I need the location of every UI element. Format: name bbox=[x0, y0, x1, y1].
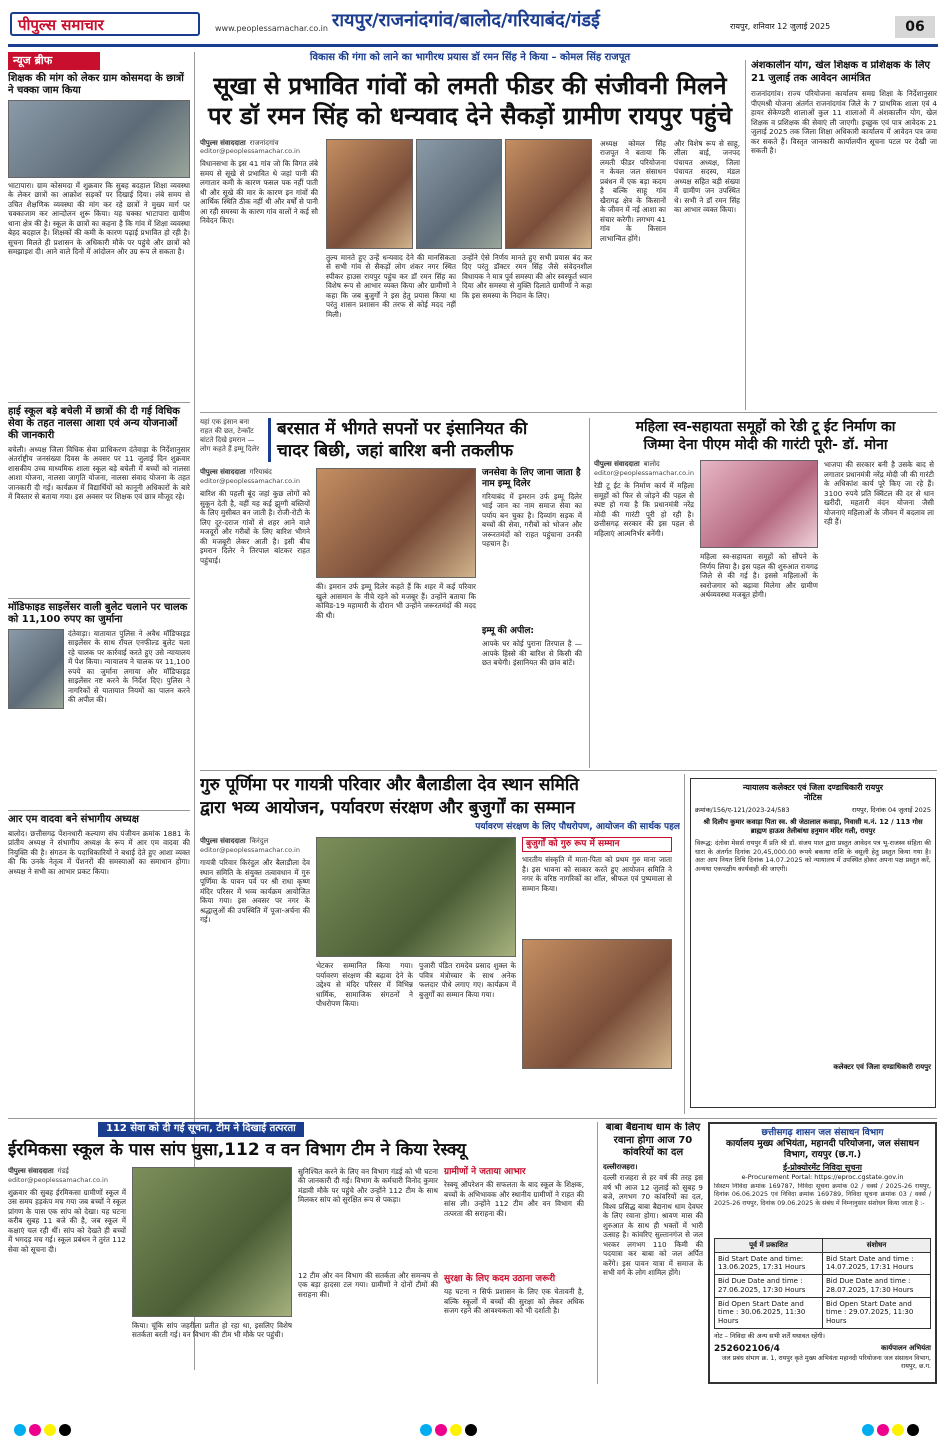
women-byline: पीपुल्स संवाददाता bbox=[594, 460, 640, 469]
snake-aside1-head: ग्रामीणों ने जताया आभार bbox=[444, 1166, 526, 1177]
legal-sub: नोटिस bbox=[803, 793, 823, 802]
page-number: 06 bbox=[895, 16, 935, 38]
tender-col-b: संशोधन bbox=[823, 1238, 931, 1252]
tender-office: कार्यालय मुख्य अभियंता, महानदी परियोजना, जल संसाधन विभाग, रायपुर (छ.ग.) bbox=[726, 1139, 919, 1161]
brief2-text: बचेली। अध्यक्ष जिला विधिक सेवा प्राधिकरण दंतेवाड़ा के निर्देशानुसार अंतर्राष्ट्रीय जनसंख्या दिवस के अवसर पर 11 जुलाई दिन शुक्रवार शासकीय उच्च माध्यमिक शाला स्कूल बड़े बचेली में बच्चों को नालसा आशा योजना, नालसा जागृति योजना, नालसा संवाद योजना के तहत जानकारी दी गई। कार्यक्रम में विद्यार्थियों को कानूनी अधिकारों के बारे में विस्तार से बताया गया। इस अवसर पर शिक्षक एवं छात्र मौजूद रहे। bbox=[8, 444, 190, 502]
guru-col1: गायत्री परिवार किरंदुल और बैलाडीला देव स्थान समिति के संयुक्त तत्वावधान में गुरु पूर्णिमा के पावन पर्व पर श्री राधा कृष्ण मंदिर परिसर में भव्य कार्यक्रम आयोजित किया गया। इस अवसर पर नगर के श्रद्धालुओं की उपस्थिति में पूजा-अर्चना की गई। bbox=[200, 858, 310, 924]
rain-photo bbox=[316, 468, 476, 578]
women-col3: भाजपा की सरकार बनी है उसके बाद से लगातार प्रधानमंत्री नरेंद्र मोदी जी की गारंटी के अधिकांश कार्य पूरे किए जा रहे हैं। 3100 रुपये प्रति क्विंटल की दर से धान खरीदी, महतारी वंदन योजना जैसी योजनाएं महिलाओं के जीवन में बदलाव ला रही हैं। bbox=[824, 460, 934, 527]
snake-story bbox=[8, 1122, 593, 1384]
tender-sign-office: जल प्रबंध संभाग क्र. 1, रायपुर कृते मुख्य अभियंता महानदी परियोजना जल संसाधन विभाग, रायपुर, छ.ग. bbox=[721, 1355, 931, 1370]
site-url[interactable]: www.peoplessamachar.co.in bbox=[215, 24, 328, 33]
lead-headline-2: पर डॉ रमन सिंह को धन्यवाद देने सैकड़ों ग्रामीण रायपुर पहुंचे bbox=[208, 101, 732, 130]
rain-dateline: गरियाबंद bbox=[249, 468, 272, 477]
tender-table bbox=[714, 1238, 931, 1329]
column-rule bbox=[589, 418, 590, 768]
guru-photo-1 bbox=[316, 837, 516, 957]
rain-side-quote: यहां एक इंसान बना राहत की छत, टेन्कॉट बांटते दिखे इमरान — लोग कहते हैं इम्मू दिलेर bbox=[200, 418, 260, 454]
cyan-dot bbox=[862, 1424, 874, 1436]
legal-ref: क्रमांक/156/ए-121/2023-24/583 bbox=[695, 806, 790, 814]
women-dateline: बालोद bbox=[643, 460, 660, 469]
snake-byline: पीपुल्स संवाददाता bbox=[8, 1166, 54, 1175]
masthead-rule bbox=[8, 44, 938, 47]
black-dot bbox=[907, 1424, 919, 1436]
tender-gov: छत्तीसगढ़ शासन जल संसाधन विभाग bbox=[761, 1128, 884, 1138]
guru-headline-2: द्वारा भव्य आयोजन, पर्यावरण संरक्षण और बुजुर्गों का सम्मान bbox=[200, 797, 575, 818]
rain-aside-head: जनसेवा के लिए जाना जाता है नाम इम्मू दिलेर bbox=[482, 468, 581, 489]
guru-col2: भेटकर सम्मानित किया गया। पर्यावरण संरक्षण की बढ़ावा देने के उद्देश्य से मंदिर परिसर में विभिन्न धार्मिक, सामाजिक संगठनों ने पौधरोपण किया। bbox=[316, 961, 413, 1009]
rain-email[interactable]: editor@peoplessamachar.co.in bbox=[200, 476, 300, 485]
rain-headline-2: चादर बिछी, जहां बारिश बनी तकलीफ bbox=[277, 441, 514, 462]
yoga-text: राजनांदगांव। राज्य परियोजना कार्यालय समग्र शिक्षा के निर्देशानुसार पीएमश्री योजना अंतर्गत राजनांदगांव जिले के 7 प्राथमिक शाला एवं 4 हायर सेकेण्डरी शालाओं कुल 11 शालाओं में अंशकालीन योग, खेल शिक्षक व प्रशिक्षक की सेवाएं ली जाएगी। इच्छुक एवं पात्र आवेदक 21 जुलाई 2025 तक जिला शिक्षा अधिकारी कार्यालय में आवेदन पत्र जमा कर सकते हैं। विस्तृत जानकारी कार्यालयीन सूचना पटल पर देखी जा सकती है। bbox=[751, 89, 937, 155]
magenta-dot bbox=[877, 1424, 889, 1436]
legal-party: श्री दिलीप कुमार कवाड़ा पिता स्व. श्री जेठालाल कवाड़ा, निवासी म.नं. 12 / 113 गोस ब्राह्मण हाऊस तेलीबांधा हनुमान मंदिर गली, रायपुर bbox=[703, 818, 923, 835]
region-title: रायपुर/राजनांदगांव/बालोद/गरियाबंद/गंडई bbox=[332, 10, 600, 31]
guru-byline: पीपुल्स संवाददाता bbox=[200, 837, 246, 846]
snake-photo bbox=[132, 1167, 292, 1317]
column-rule bbox=[745, 60, 746, 410]
brief4-headline: आर एम वादवा बने संभागीय अध्यक्ष bbox=[8, 813, 139, 825]
lead-photo-1 bbox=[326, 139, 413, 249]
yellow-dot bbox=[44, 1424, 56, 1436]
legal-date: रायपुर, दिनांक 04 जुलाई 2025 bbox=[851, 806, 931, 814]
legal-body: विरूद्ध: दंतोवा मेसर्स रायपुर मैं प्रति श्री डॉ. संजय पाल द्वारा प्रस्तुत आवेदन पत्र भू-राजस्व संहिता की धारा के अंतर्गत दिनांक 20,45,000.00 रूपये बकाया राशि के वसूली हेतु प्रस्तुत किया गया है। अतः आप नियत तिथि दिनांक 14.07.2025 को न्यायालय में उपस्थित होकर अपना पक्ष प्रस्तुत करें, अन्यथा एकपक्षीय कार्यवाही की जाएगी। bbox=[695, 839, 931, 873]
lead-col2: तुल्य मानते हुए उन्हें धन्यवाद देने की मानसिकता से सभी गांव से सैकड़ों लोग शंकर नगर स्थित स्पीकर हाउस रायपुर पहुंच कर डॉ रमन सिंह का विशेष रूप से आभार व्यक्त किया और ग्रामीणों ने कहा कि जब बुजुर्गों ने इस हेतु प्रयास किया था परंतु शासन प्रशासन की तरफ से कोई मदद नहीं मिली। bbox=[326, 252, 456, 319]
yoga-notice bbox=[751, 60, 937, 410]
yellow-dot bbox=[450, 1424, 462, 1436]
news-brief-label: न्यूज ब्रीफ bbox=[8, 52, 100, 70]
divider bbox=[8, 598, 190, 599]
brief4-text: बालोद। छत्तीसगढ़ पेंशनधारी कल्याण संघ पंजीयन क्रमांक 1881 के प्रांतीय अध्यक्ष ने संभागीय अध्यक्ष के रूप में आर एम वादवा की नियुक्ति की है। संगठन के पदाधिकारियों ने बधाई देते हुए आशा व्यक्त की कि उनके नेतृत्व में पेंशनरों की समस्याओं का समाधान होगा। अध्यक्ष ने सभी का आभार प्रकट किया। bbox=[8, 828, 190, 876]
women-photo bbox=[700, 460, 818, 548]
tender-title: ई-प्रोक्योरमेंट निविदा सूचना bbox=[783, 1162, 862, 1172]
kanwar-text: दल्ली राजहरा से हर वर्ष की तरह इस वर्ष भी आज 12 जुलाई को सुबह 9 बजे, लगभग 70 कांवरियों का दल, विश्व प्रसिद्ध बाबा बैद्यनाथ धाम देवघर के लिए रवाना होगा। श्रावण मास की शुरुआत के साथ ही भक्तों में भारी उत्साह है। कांवरिए सुल्तानगंज से जल भरकर लगभग 110 किमी की पदयात्रा कर बाबा को जल अर्पित करेंगे। इस पावन यात्रा में समाज के सभी वर्ग के लोग शामिल होंगे। bbox=[603, 1173, 703, 1278]
snake-aside1-text: रेस्क्यू ऑपरेशन की सफलता के बाद स्कूल के शिक्षक, बच्चों के अभिभावक और स्थानीय ग्रामीणों ने राहत की सांस ली। उन्होंने 112 टीम और वन विभाग की तत्परता की सराहना की। bbox=[444, 1180, 584, 1218]
women-col2: महिला स्व-सहायता समूहों को सौंपने के निर्णय लिया है। इस पहल की शुरुआत रायगढ़ जिले से की गई है। इससे महिलाओं के स्वरोजगार को बढ़ावा मिलेगा और ग्रामीण अर्थव्यवस्था मजबूत होगी। bbox=[700, 552, 818, 600]
rain-col1: बारिश की पहली बूंद जहां कुछ लोगों को सुकून देती है, वहीं यह कई झुग्गी बस्तियों के लिए मुसीबत बन जाती है। रोजी-रोटी के लिए दूर-दराज गांवों से शहर आने वाले मजदूरों और गरीबों के लिए बारिश भीगने की मजबूरी लेकर आती है। इसी बीच इमरान दिलेर ने तिरपाल बांटकर राहत पहुंचाई। bbox=[200, 489, 310, 565]
tender-notice bbox=[708, 1122, 937, 1384]
lead-col5: और विशेष रूप से साहू, लीला बाई, जनपद पंचायत अध्यक्ष, जिला पंचायत सदस्य, मंडल अध्यक्ष सहित बड़ी संख्या में ग्रामीण जन उपस्थित थे। सभी ने डॉ रमन सिंह का आभार व्यक्त किया। bbox=[674, 138, 740, 214]
tender-cell: Bid Open Start Date and time : 30.06.2025, 11:30 Hours bbox=[715, 1297, 823, 1328]
legal-header: न्यायालय कलेक्टर एवं जिला दण्डाधिकारी रायपुर bbox=[742, 783, 884, 792]
tender-cell: Bid Due Date and time : 28.07.2025, 17:30 Hours bbox=[823, 1275, 931, 1298]
brief3-photo bbox=[8, 629, 64, 709]
lead-kicker: विकास की गंगा को लाने का भागीरथ प्रयास डॉ रमन सिंह ने किया – कोमल सिंह राजपूत bbox=[309, 52, 631, 63]
guru-aside-text: भारतीय संस्कृति में माता-पिता को प्रथम गुरु माना जाता है। इस भावना को साकार करते हुए आयोजन समिति ने नगर के वरिष्ठ नागरिकों का शॉल, श्रीफल एवं पुष्पमाला से सम्मान किया। bbox=[522, 855, 672, 893]
rain-byline: पीपुल्स संवाददाता bbox=[200, 468, 246, 477]
lead-dateline: राजनांदगांव bbox=[249, 138, 279, 147]
women-headline-1: महिला स्व-सहायता समूहों को रेडी टू ईट निर्माण का bbox=[635, 419, 896, 435]
snake-email[interactable]: editor@peoplessamachar.co.in bbox=[8, 1175, 108, 1184]
brief3-text: दंतेवाड़ा। यातायात पुलिस ने अवैध मॉडिफाइड साइलेंसर के साथ रॉयल एनफील्ड बुलेट चला रहे चालक पर कार्रवाई करते हुए उसे न्यायालय में पेश किया। न्यायालय ने चालक पर 11,100 रुपये का जुर्माना लगाया और मॉडिफाइड साइलेंसर नष्ट करने के निर्देश दिए। पुलिस ने नागरिकों से यातायात नियमों का पालन करने की अपील की। bbox=[68, 628, 190, 705]
tender-system-no: सिस्टम निविदा क्रमांक 169787, निविदा सूचना क्रमांक 02 / वर्क्स / 2025-26 रायपुर, दिनांक 06.06.2025 एवं निविदा क्रमांक 169789, निविदा सूचना क्रमांक 03 / वर्क्स / 2025-26 रायपुर, दिनांक 09.06.2025 के संबंध में निम्नानुसार संशोधन किया जाता है :- bbox=[714, 1182, 931, 1207]
lead-headline-1: सूखा से प्रभावित गांवों को लमती फीडर की संजीवनी मिलने bbox=[213, 71, 727, 100]
section-divider bbox=[8, 1118, 937, 1119]
snake-dateline: गंडई bbox=[57, 1166, 69, 1175]
tender-signatory: कार्यपालन अभियंता bbox=[880, 1344, 931, 1353]
snake-headline: ईरमिकसा स्कूल के पास सांप घुसा,112 व वन विभाग टीम ने किया रेस्क्यू bbox=[8, 1139, 467, 1160]
divider bbox=[8, 402, 190, 403]
table-row bbox=[715, 1297, 931, 1328]
black-dot bbox=[59, 1424, 71, 1436]
women-headline-2: जिम्मा देना पीएम मोदी की गारंटी पूरी- डॉ. मोना bbox=[643, 437, 888, 454]
yellow-dot bbox=[892, 1424, 904, 1436]
masthead bbox=[0, 0, 945, 46]
guru-photo-2 bbox=[522, 939, 672, 1069]
guru-subhead: पर्यावरण संरक्षण के लिए पौधरोपण, आयोजन की सार्थक पहल bbox=[475, 821, 680, 832]
black-dot bbox=[465, 1424, 477, 1436]
table-row bbox=[715, 1252, 931, 1275]
lead-story bbox=[200, 52, 740, 422]
snake-aside2-head: सुरक्षा के लिए कदम उठाना जरूरी bbox=[444, 1274, 556, 1284]
guru-col3: पुजारी पंडित रामदेव प्रसाद शुक्ल के पवित्र मंत्रोच्चार के साथ अनेक फलदार पौधे लगाए गए। कार्यक्रम में बुजुर्गों का सम्मान किया गया। bbox=[419, 961, 516, 999]
rain-story bbox=[200, 418, 585, 768]
guru-email[interactable]: editor@peoplessamachar.co.in bbox=[200, 845, 300, 854]
brief1-text: भाटापारा। ग्राम कोसमदा में शुक्रवार कि सुबह बदहाल शिक्षा व्यवस्था के लेकर छात्रों का आक्रोश सड़कों पर दिखाई दिया। लंबे समय से उचित शैक्षणिक व्यवस्था की मांग कर रहे छात्रों ने मुख्य मार्ग पर चक्काजाम कर आन्दोलन शुरू किया। यह चक्का भाटापारा ग्रामीण थाना क्षेत्र की है। स्कूल के छात्रों का कहना है कि गांव में शिक्षा व्यवस्था बेहद बदहाल है। शिक्षकों की कमी के कारण पढ़ाई प्रभावित हो रही है। सूचना मिलते ही प्रशासन के अधिकारी मौके पर पहुंचे और छात्रों को समझाइश दी। आने वाले दिनों में आंदोलन और उग्र रूप ले सकता है। bbox=[8, 180, 190, 257]
lead-email[interactable]: editor@peoplessamachar.co.in bbox=[200, 147, 300, 156]
guru-dateline: किरंदुल bbox=[249, 837, 269, 846]
lead-photo-2 bbox=[416, 139, 503, 249]
brief2-headline: हाई स्कूल बड़े बचेली में छात्रों की दी गई विधिक सेवा के तहत नालसा आशा एवं अन्य योजनाओं की जानकारी bbox=[8, 405, 180, 441]
magenta-dot bbox=[29, 1424, 41, 1436]
yoga-headline: अंशकालीन योग, खेल शिक्षक व प्रशिक्षक के लिए 21 जुलाई तक आवेदन आमंत्रित bbox=[751, 60, 931, 84]
brief1-headline: शिक्षक की मांग को लेकर ग्राम कोसमदा के छात्रों ने चक्का जाम किया bbox=[8, 72, 184, 96]
rain-col2: की। इमरान उर्फ इम्मू दिलेर कहते हैं कि शहर में कई परिवार खुले आसमान के नीचे रहने को मजबूर हैं। उन्होंने बताया कि कोविड-19 महामारी के दौरान भी उन्होंने जरूरतमंदों की मदद की थी। bbox=[316, 582, 476, 620]
rain-aside-text: गरियाबंद में इमरान उर्फ इम्मू दिलेर भाई जान का नाम समाज सेवा का पर्याय बन चुका है। दिव्यांग सड़क में बच्चों की सेवा, गरीबों को भोजन और जरूरतमंदों को राहत पहुंचाना उनकी पहचान है। bbox=[482, 491, 582, 549]
women-col1: रेडी टू ईट के निर्माण कार्य में महिला समूहों को फिर से जोड़ने की पहल से स्पष्ट हो गया है कि प्रधानमंत्री नरेंद्र मोदी की गारंटी पूरी हो रही है। छत्तीसगढ़ सरकार की इस पहल से महिलाएं आत्मनिर्भर बनेंगी। bbox=[594, 481, 694, 538]
tender-note: नोट – निविदा की अन्य सभी शर्तें यथावत रहेंगी। bbox=[714, 1331, 826, 1340]
cmyk-registration-bar bbox=[0, 1422, 945, 1442]
tender-ref: 252602106/4 bbox=[714, 1344, 780, 1355]
lead-col3: उन्होंने ऐसे निर्णय मानते हुए सभी प्रयास बंद कर दिए परंतु डॉक्टर रमन सिंह जैसे संवेदनशील विधायक ने मात्र पूर्व समस्या की ओर स्वस्फूर्त ध्यान दिया और समस्या से मुक्ति दिलाते ग्रामीणों ने कहा कि इस समस्या के निदान के लिए। bbox=[462, 252, 592, 300]
snake-col4: 12 टीम और वन विभाग की सतर्कता और समन्वय से एक बड़ा हादसा टल गया। ग्रामीणों ने दोनों टीमों की सराहना की। bbox=[298, 1270, 438, 1299]
table-row bbox=[715, 1275, 931, 1298]
rain-appeal-head: इम्मू की अपील: bbox=[482, 625, 535, 636]
legal-notice bbox=[690, 778, 936, 1108]
column-rule bbox=[684, 774, 685, 1114]
cyan-dot bbox=[420, 1424, 432, 1436]
column-rule bbox=[597, 1122, 598, 1384]
tender-cell: Bid Start Date and time: 13.06.2025, 17:31 Hours bbox=[715, 1252, 823, 1275]
snake-kicker: 112 सेवा को दी गई सूचना, टीम ने दिखाई तत्परता bbox=[98, 1122, 304, 1137]
snake-col2: किया। चूंकि सांप जहरीला प्रतीत हो रहा था, इसलिए विशेष सतर्कता बरती गई। वन विभाग की टीम भी मौके पर पहुंची। bbox=[132, 1320, 292, 1340]
lead-photo-3 bbox=[505, 139, 592, 249]
snake-aside2-text: यह घटना न सिर्फ प्रशासन के लिए एक चेतावनी है, बल्कि स्कूलों में बच्चों की सुरक्षा को लेकर अधिक सजग रहने की आवश्यकता को भी दर्शाती है। bbox=[444, 1287, 584, 1316]
tender-cell: Bid Due Date and time : 27.06.2025, 17:30 Hours bbox=[715, 1275, 823, 1298]
kanwar-headline: बाबा बैद्यनाथ धाम के लिए रवाना होगा आज 70 कांवरियों का दल bbox=[605, 1122, 701, 1158]
tender-portal[interactable]: e-Procurement Portal: https://eproc.cgstate.gov.in bbox=[741, 1172, 904, 1181]
snake-col1: शुक्रवार की सुबह ईरमिकसा ग्रामीणों स्कूल में उस समय हड़कंप मच गया जब बच्चों ने स्कूल प्रांगण के पास एक सांप को देखा। यह घटना करीब सुबह 11 बजे की है, जब स्कूल में कक्षाएं चल रही थीं। सांप को देखते ही बच्चों में भगदड़ मच गई। स्कूल प्रबंधन ने तुरंत 112 सेवा को सूचना दी। bbox=[8, 1187, 126, 1254]
kanwar-dateline: दल्लीराजहरा। bbox=[603, 1162, 638, 1171]
guru-aside-head: बुजुर्गों को गुरु रूप में सम्मान bbox=[522, 837, 672, 852]
brief3-headline: मॉडिफाइड साइलेंसर वाली बुलेट चलाने पर चालक को 11,100 रुपए का जुर्माना bbox=[8, 601, 188, 625]
women-email[interactable]: editor@peoplessamachar.co.in bbox=[594, 469, 694, 478]
brand-logo: पीपुल्स समाचार bbox=[10, 12, 200, 36]
guru-story bbox=[200, 774, 680, 1114]
lead-byline: पीपुल्स संवाददाता bbox=[200, 138, 246, 147]
snake-col3: सुनिश्चित करने के लिए वन विभाग गंडई को भी घटना की जानकारी दी गई। विभाग के कर्मचारी विनोद कुमार मंडावी मौके पर पहुंचे और उन्होंने 112 टीम के साथ मिलकर सांप को सुरक्षित रूप से पकड़ा। bbox=[298, 1166, 438, 1205]
tender-cell: Bid Start Date and time : 14.07.2025, 17:31 Hours bbox=[823, 1252, 931, 1275]
tender-col-a: पूर्व में प्रकाशित bbox=[715, 1238, 823, 1252]
lead-col1: विधानसभा के इस 41 गांव जो कि विगत लंबे समय से सूखे से प्रभावित थे जहां पानी की लगातार कमी के कारण फसल पक नहीं पाती थी और सूखे की मार के कारण इन गांवों की आर्थिक स्थिति ठीक नहीं थी और वर्षों से पानी आ रही समस्या के कारण गांव वालों ने कई सौ निवेदन किए। bbox=[200, 159, 318, 226]
lead-col4: अध्यक्ष कोमल सिंह राजपूत ने बताया कि लमती फीडर परियोजना न केवल जल संसाधन प्रबंधन में एक बड़ा कदम है बल्कि साहू गांव खैरागढ़ क्षेत्र के किसानों के जीवन में नई आशा का संचार करेगी। लगभग 41 गांव के किसान लाभान्वित होंगे। bbox=[600, 138, 666, 243]
rain-headline-1: बरसात में भीगते सपनों पर इंसानियत की bbox=[277, 419, 528, 439]
guru-headline-1: गुरु पूर्णिमा पर गायत्री परिवार और बैलाडीला देव स्थान समिति bbox=[200, 775, 579, 795]
cyan-dot bbox=[14, 1424, 26, 1436]
tender-cell: Bid Open Start Date and time : 29.07.2025, 11:30 Hours bbox=[823, 1297, 931, 1328]
section-divider bbox=[200, 412, 937, 413]
brief1-photo bbox=[8, 100, 190, 178]
legal-sign: कलेक्टर एवं जिला दण्डाधिकारी रायपुर bbox=[833, 1063, 931, 1072]
section-divider bbox=[200, 770, 937, 771]
women-story bbox=[594, 418, 937, 768]
edition-date: रायपुर, शनिवार 12 जुलाई 2025 bbox=[730, 22, 831, 31]
kanwar-story bbox=[603, 1122, 703, 1384]
divider bbox=[8, 810, 190, 811]
rain-appeal-text: आपके घर कोई पुराना तिरपाल है — आपके हिस्से की बारिश से किसी की छत बचेगी। इंसानियत की छांव बांटें। bbox=[482, 639, 582, 668]
magenta-dot bbox=[435, 1424, 447, 1436]
